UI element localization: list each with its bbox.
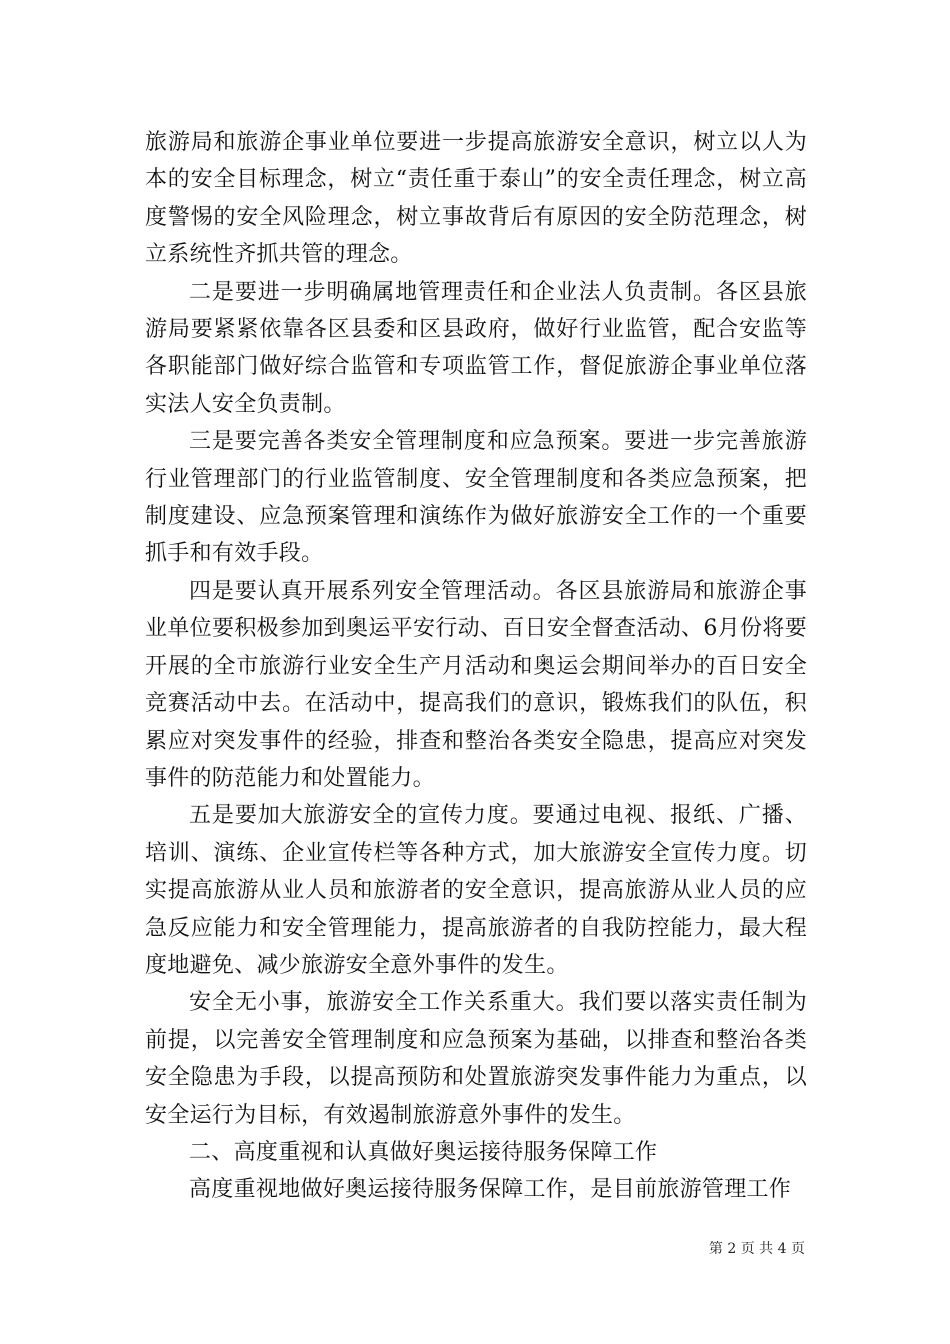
paragraph-1: 旅游局和旅游企事业单位要进一步提高旅游安全意识，树立以人为本的安全目标理念，树立“责任重于泰山”的安全责任理念，树立高度警惕的安全风险理念，树立事故背后有原因的安全防范理念，树立系统性齐抓共管的理念。 [145,130,807,268]
paragraph-6: 安全无小事，旅游安全工作关系重大。我们要以落实责任制为前提，以完善安全管理制度和应急预案为基础，以排查和整治各类安全隐患为手段，以提高预防和处置旅游突发事件能力为重点，以安全运行为目标，有效遏制旅游意外事件的发生。 [145,990,807,1128]
page-number-footer: 第 2 页 共 4 页 [708,1241,805,1257]
paragraph-4: 四是要认真开展系列安全管理活动。各区县旅游局和旅游企事业单位要积极参加到奥运平安行动、百日安全督查活动、6月份将要开展的全市旅游行业安全生产月活动和奥运会期间举办的百日安全竞赛活动中去。在活动中，提高我们的意识，锻炼我们的队伍，积累应对突发事件的经验，排查和整治各类安全隐患，提高应对突发事件的防范能力和处置能力。 [145,578,807,791]
paragraph-5: 五是要加大旅游安全的宣传力度。要通过电视、报纸、广播、培训、演练、企业宣传栏等各种方式，加大旅游安全宣传力度。切实提高旅游从业人员和旅游者的安全意识，提高旅游从业人员的应急反应能力和安全管理能力，提高旅游者的自我防控能力，最大程度地避免、减少旅游安全意外事件的发生。 [145,803,807,978]
document-body [145,124,807,1209]
paragraph-2: 二是要进一步明确属地管理责任和企业法人负责制。各区县旅游局要紧紧依靠各区县委和区县政府，做好行业监管，配合安监等各职能部门做好综合监管和专项监管工作，督促旅游企事业单位落实法人安全负责制。 [145,279,807,417]
section-heading: 二、高度重视和认真做好奥运接待服务保障工作 [189,1139,658,1165]
paragraph-3: 三是要完善各类安全管理制度和应急预案。要进一步完善旅游行业管理部门的行业监管制度、安全管理制度和各类应急预案，把制度建设、应急预案管理和演练作为做好旅游安全工作的一个重要抓手和有效手段。 [145,429,807,567]
paragraph-7: 高度重视地做好奥运接待服务保障工作，是目前旅游管理工作 [189,1177,792,1203]
